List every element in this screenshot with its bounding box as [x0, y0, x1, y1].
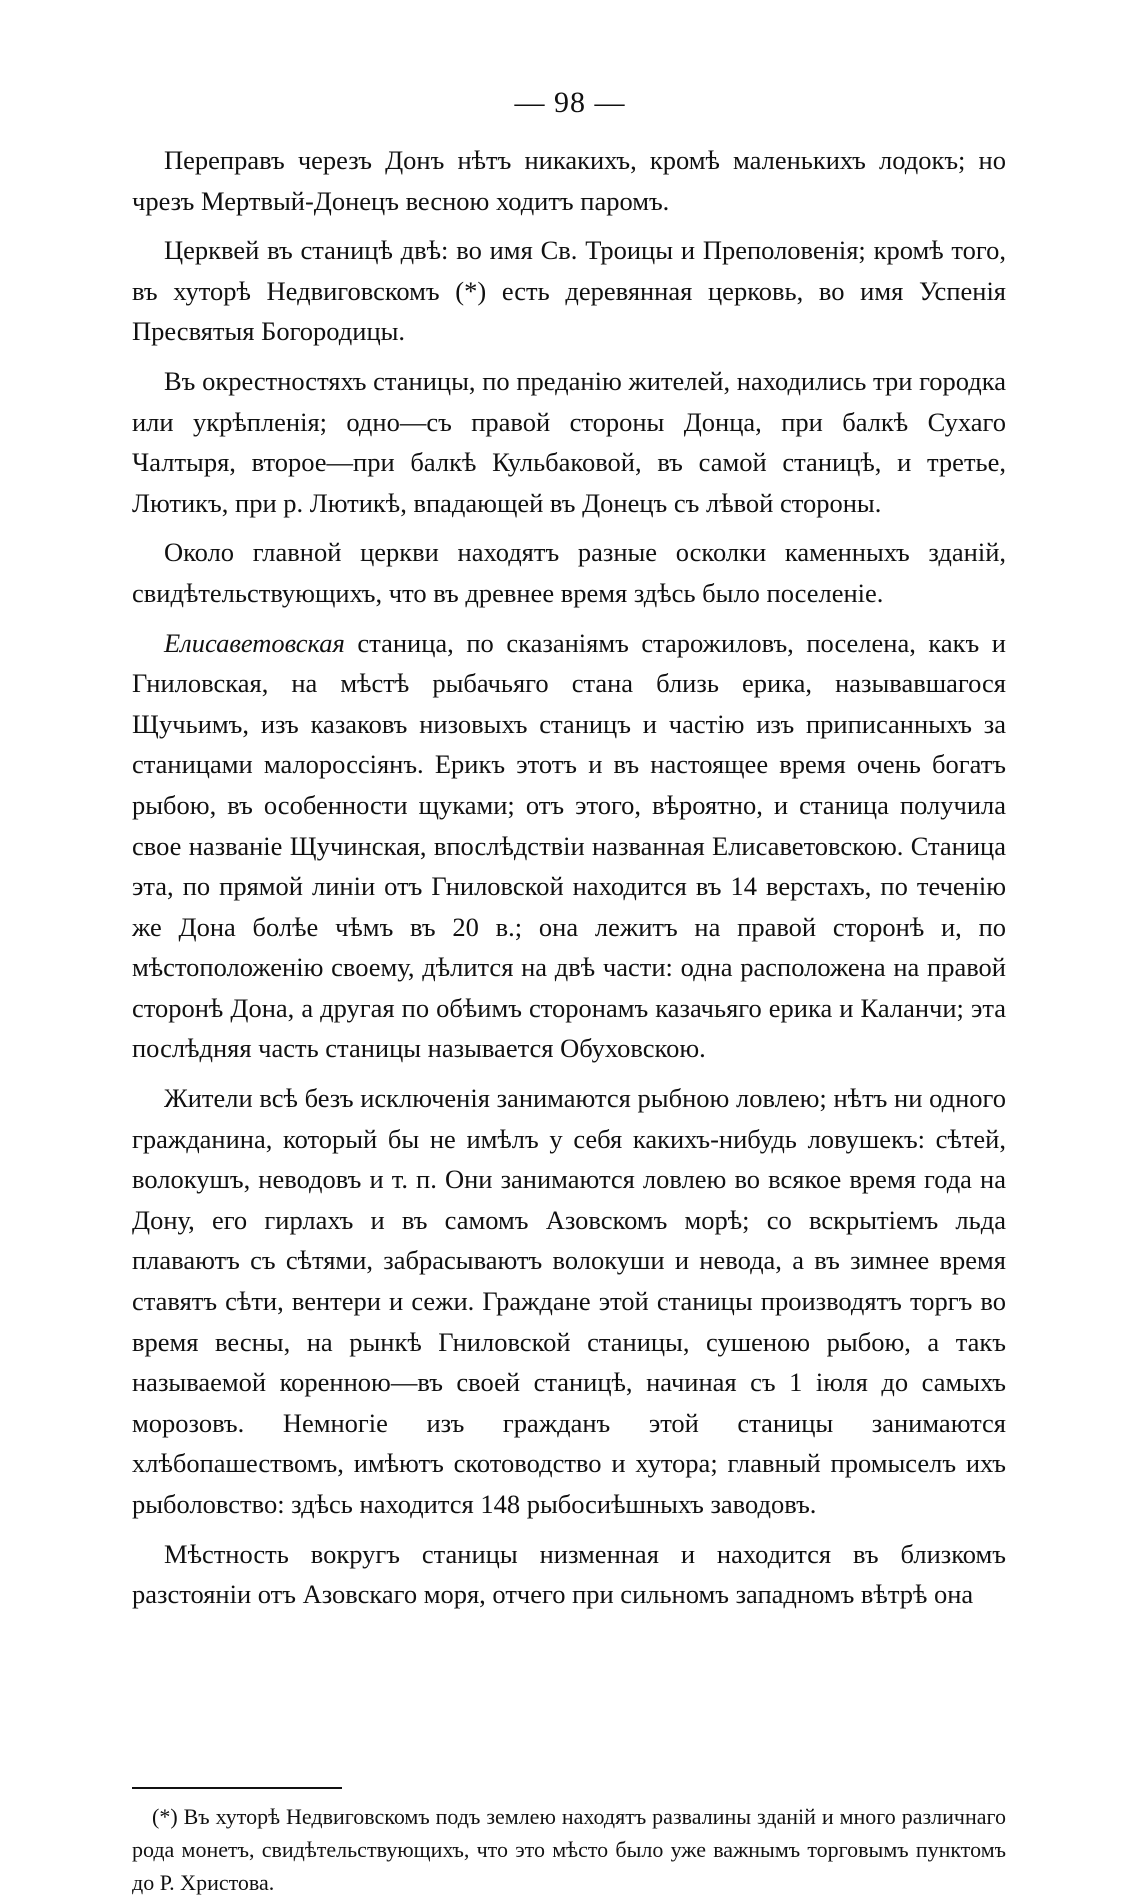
paragraph-elisavetovskaya: [132, 623, 1006, 1070]
paragraph-elisavetovskaya-body: станица, по сказаніямъ старожиловъ, поселена, какъ и Гниловская, на мѣстѣ рыбачьяго стана близь ерика, называвшагося Щучьимъ, изъ казаковъ низовыхъ станицъ и частію изъ приписанныхъ за станицами малороссіянъ. Ерикъ этотъ и въ настоящее время очень богатъ рыбою, въ особенности щуками; отъ этого, вѣроятно, и станица получила свое названіе Щучинская, впослѣдствіи названная Елисаветовскою. Станица эта, по прямой линіи отъ Гниловской находится въ 14 верстахъ, по теченію же Дона болѣе чѣмъ въ 20 в.; она лежитъ на правой сторонѣ и, по мѣстоположенію своему, дѣлится на двѣ части: одна расположена на правой сторонѣ Дона, а другая по обѣимъ сторонамъ казачьяго ерика и Каланчи; эта послѣдняя часть станицы называется Обуховскою.: [132, 627, 1006, 1064]
italic-stanitsa-name: Елисаветовская: [164, 627, 345, 658]
paragraph-locality: Мѣстность вокругъ станицы низменная и находится въ близкомъ разстояніи отъ Азовскаго моря, отчего при сильномъ западномъ вѣтрѣ она: [132, 1538, 1006, 1610]
page-number: — 98 —: [514, 86, 626, 119]
paragraph-inhabitants: Жители всѣ безъ исключенія занимаются рыбною ловлею; нѣтъ ни одного гражданина, который бы не имѣлъ у себя какихъ-нибудь ловушекъ: сѣтей, волокушъ, неводовъ и т. п. Они занимаются ловлею во всякое время года на Дону, его гирлахъ и въ самомъ Азовскомъ морѣ; со вскрытіемъ льда плаваютъ съ сѣтями, забрасываютъ волокуши и невода, а въ зимнее время ставятъ сѣти, вентери и сежи. Граждане этой станицы производятъ торгъ во время весны, на рынкѣ Гниловской станицы, сушеною рыбою, а такъ называемой коренною—въ своей станицѣ, начиная съ 1 іюля до самыхъ морозовъ. Немногіе изъ гражданъ этой станицы занимаются хлѣбопашествомъ, имѣютъ скотоводство и хутора; главный промыселъ ихъ рыболовство: здѣсь находится 148 рыбосиѣшныхъ заводовъ.: [132, 1083, 1006, 1519]
main-text: [132, 140, 1006, 1624]
footnote: (*) Въ хуторѣ Недвиговскомъ подъ землею находятъ развалины зданій и много различнаго рода монетъ, свидѣтельствующихъ, что это мѣсто было уже важнымъ торговымъ пунктомъ до Р. Христова.: [132, 1804, 1006, 1895]
paragraph-churches: Церквей въ станицѣ двѣ: во имя Св. Троицы и Преполовенія; кромѣ того, въ хуторѣ Недвиговскомъ (*) есть деревянная церковь, во имя Успенія Пресвятыя Богородицы.: [132, 235, 1006, 347]
paragraph-fortifications: Въ окрестностяхъ станицы, по преданію жителей, находились три городка или укрѣпленія; одно—съ правой стороны Донца, при балкѣ Сухаго Чалтыря, второе—при балкѣ Кульбаковой, въ самой станицѣ, и третье, Лютикъ, при р. Лютикѣ, впадающей въ Донецъ съ лѣвой стороны.: [132, 365, 1006, 518]
footnote-divider: [132, 1787, 342, 1789]
paragraph-ruins: Около главной церкви находятъ разные осколки каменныхъ зданій, свидѣтельствующихъ, что въ древнее время здѣсь было поселеніе.: [132, 537, 1006, 608]
paragraph-crossings: Переправъ черезъ Донъ нѣтъ никакихъ, кромѣ маленькихъ лодокъ; но чрезъ Мертвый-Донецъ весною ходитъ паромъ.: [132, 145, 1006, 216]
